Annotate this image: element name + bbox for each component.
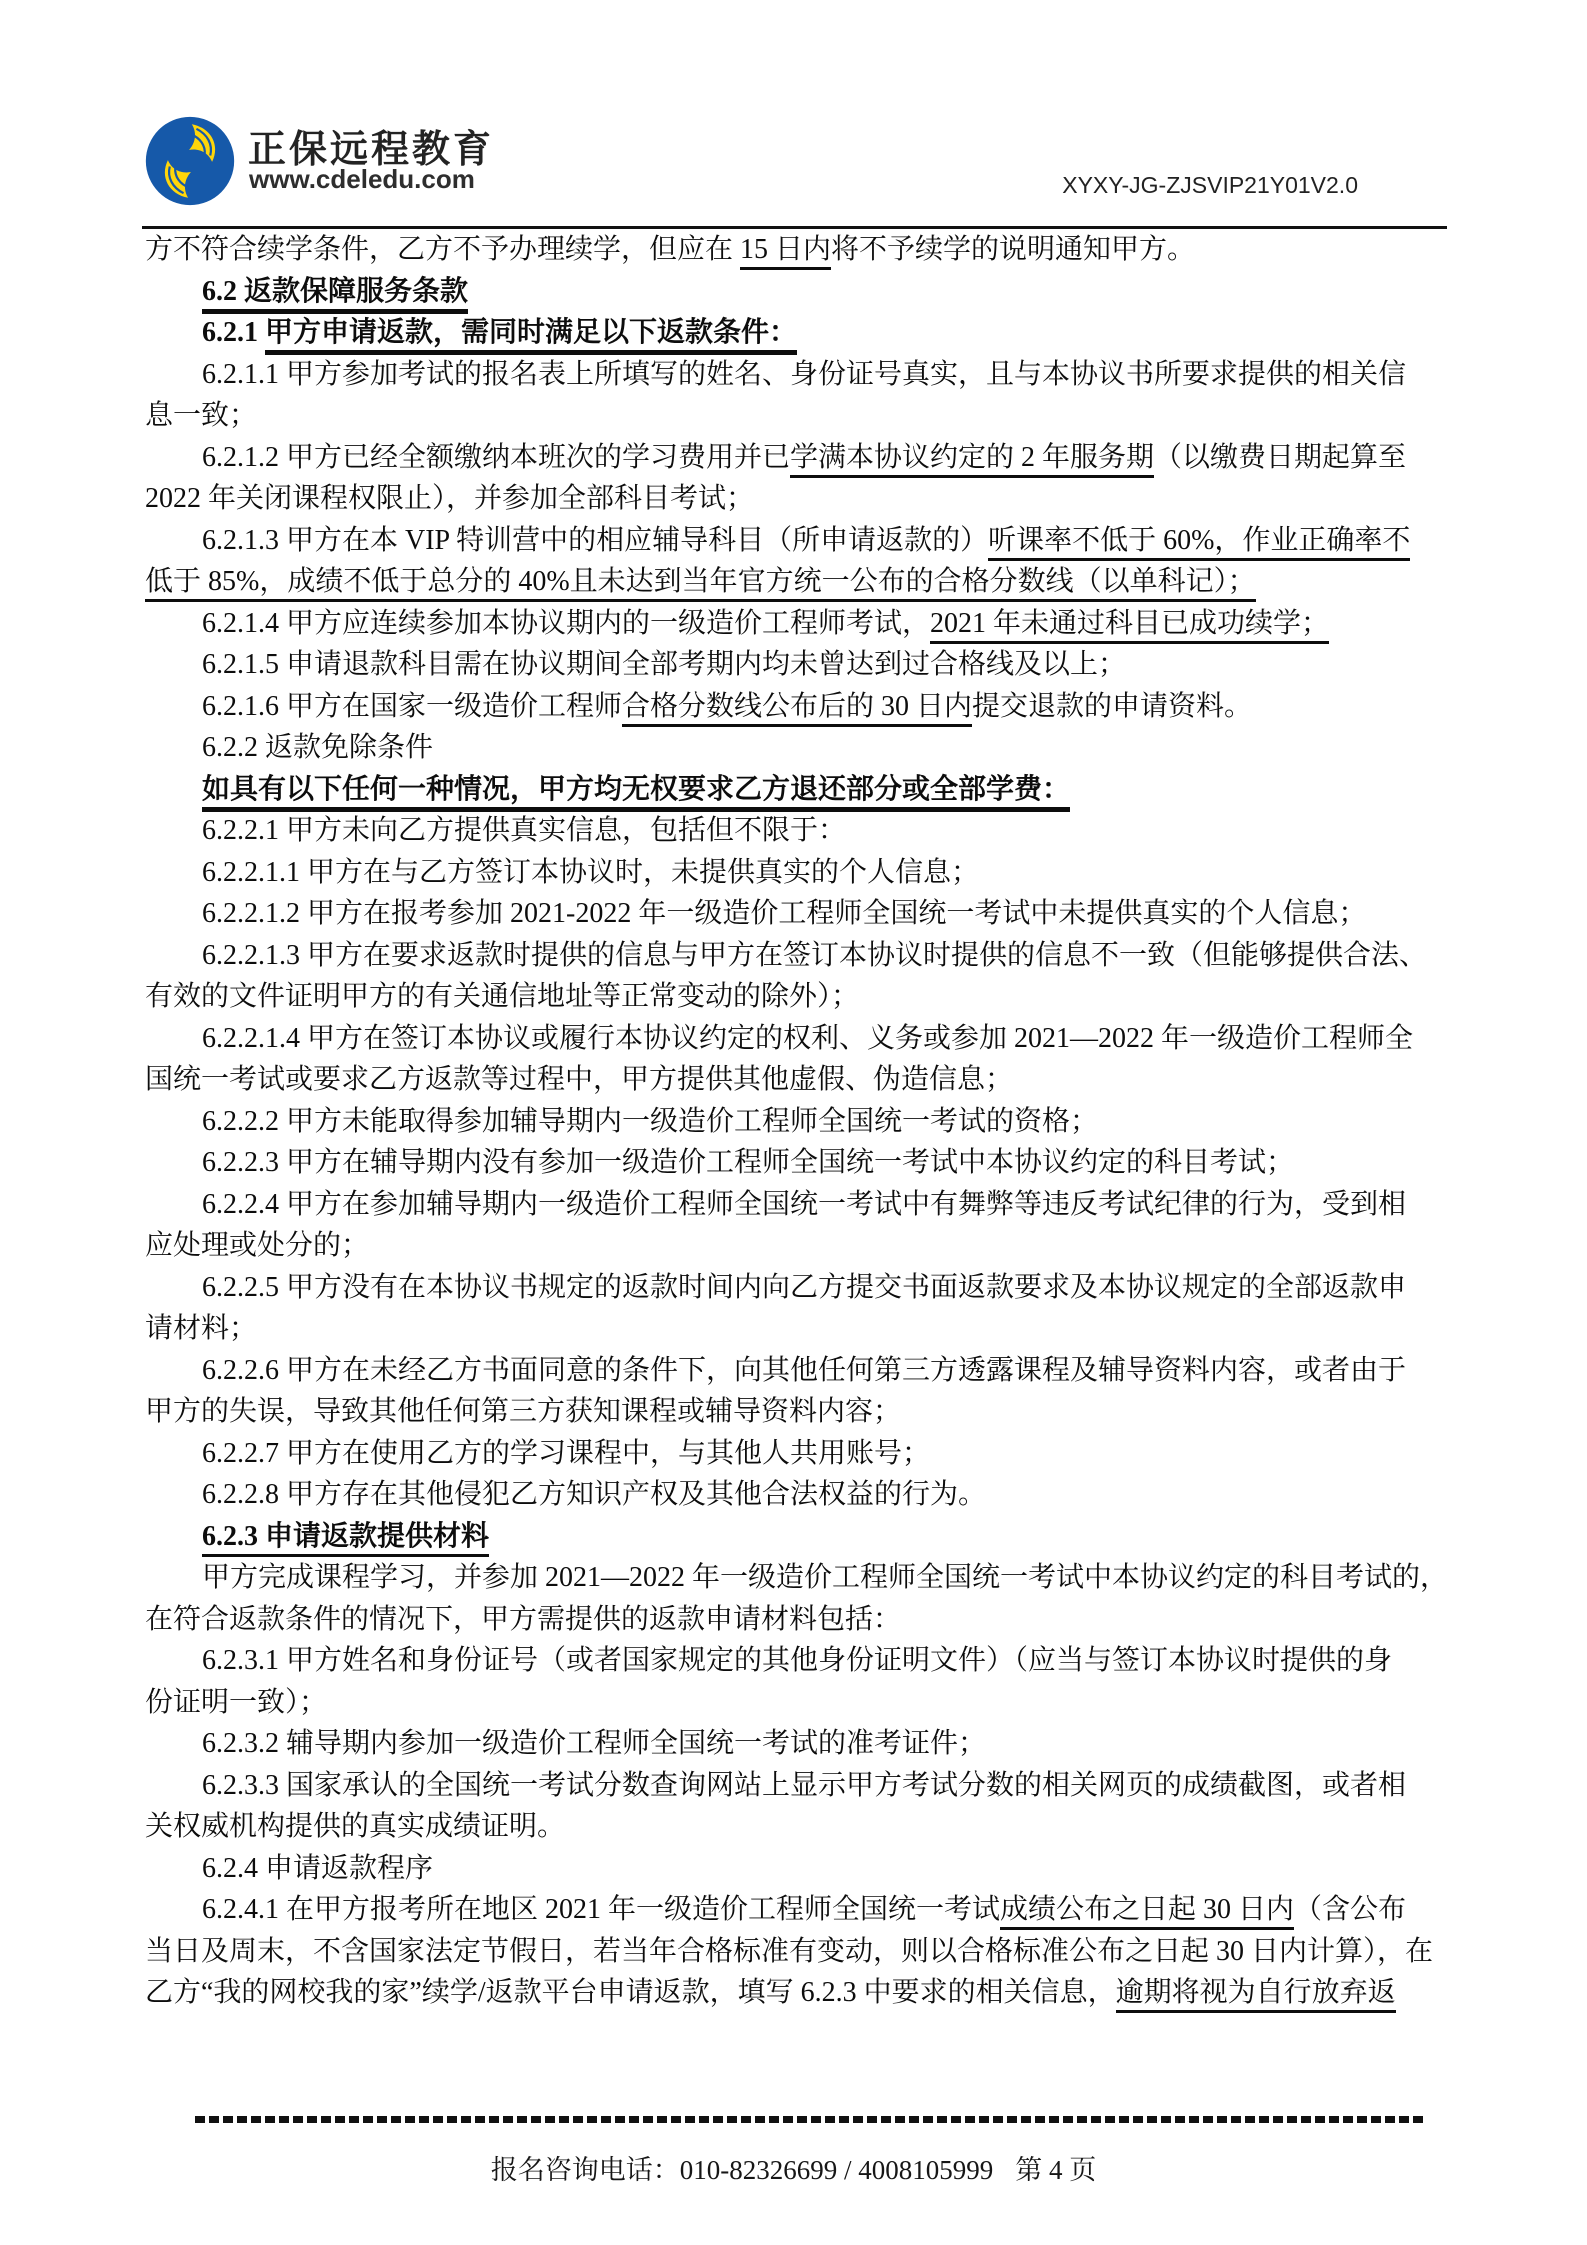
footer-divider — [195, 2116, 1423, 2123]
text-run: 6.2.1.6 甲方在国家一级造价工程师 — [202, 690, 623, 722]
text-run: 6.2.4.1 在甲方报考所在地区 2021 年一级造价工程师全国统一考试 — [202, 1894, 1001, 1925]
text-line — [145, 1474, 1455, 1516]
text-line — [145, 1765, 1455, 1807]
text-line — [145, 1723, 1455, 1765]
text-line — [145, 229, 1455, 271]
text-run: 6.2.1.3 甲方在本 VIP 特训营中的相应辅导科目（所申请返款的） — [202, 524, 989, 556]
text-run: 6.2.1.5 申请退款科目需在协议期间全部考期内均未曾达到过合格线及以上； — [202, 649, 1127, 680]
text-run: 6.2.2.4 甲方在参加辅导期内一级造价工程师全国统一考试中有舞弊等违反考试纪律的行为，受到相 — [202, 1188, 1407, 1220]
text-run: 份证明一致）； — [145, 1686, 328, 1718]
text-line — [145, 1557, 1455, 1599]
page-number: 第 4 页 — [1015, 2155, 1097, 2185]
doc-code: XYXY-JG-ZJSVIP21Y01V2.0 — [1062, 172, 1358, 198]
text-line — [145, 1806, 1455, 1848]
text-line — [145, 1142, 1455, 1184]
text-line — [145, 478, 1455, 520]
text-run: 国统一考试或要求乙方返款等过程中，甲方提供其他虚假、伪造信息； — [145, 1064, 1014, 1095]
text-line — [145, 603, 1455, 645]
text-run: 6.2.2.1.2 甲方在报考参加 2021-2022 年一级造价工程师全国统一考试中未提供真实的个人信息； — [202, 898, 1367, 929]
text-run: 6.2.2.1.3 甲方在要求返款时提供的信息与甲方在签订本协议时提供的信息不一致（但能够提供合法、 — [202, 939, 1428, 971]
text-line — [145, 1225, 1455, 1267]
text-line — [145, 852, 1455, 894]
text-run: 方不符合续学条件，乙方不予办理续学，但应在 — [145, 234, 741, 265]
text-line — [145, 1599, 1455, 1641]
text-line — [145, 686, 1455, 728]
text-line — [145, 1972, 1455, 2014]
underlined-text: 成绩公布之日起 30 日内 — [1000, 1894, 1294, 1930]
text-line — [145, 271, 1455, 313]
text-line — [145, 1391, 1455, 1433]
text-run: 乙方“我的网校我的家”续学/返款平台申请返款，填写 6.2.3 中要求的相关信息， — [145, 1977, 1116, 2008]
text-line — [145, 312, 1455, 354]
brand-name: 正保远程教育 — [248, 129, 495, 171]
brand-logo-icon — [144, 115, 236, 207]
text-run: 关权威机构提供的真实成绩证明。 — [145, 1811, 566, 1842]
text-line — [145, 395, 1455, 437]
text-line — [145, 1848, 1455, 1890]
underlined-text: 如具有以下任何一种情况，甲方均无权要求乙方退还部分或全部学费： — [202, 774, 1070, 812]
underlined-text: 听课率不低于 60%，作业正确率不 — [988, 525, 1410, 561]
text-line — [145, 1101, 1455, 1143]
text-line — [145, 437, 1455, 479]
footer-phone-label: 报名咨询电话： — [490, 2155, 680, 2185]
text-line — [145, 1308, 1455, 1350]
text-run: 2022 年关闭课程权限止），并参加全部科目考试； — [145, 483, 755, 514]
text-line — [145, 1682, 1455, 1724]
text-run: 6.2.2.2 甲方未能取得参加辅导期内一级造价工程师全国统一考试的资格； — [202, 1105, 1099, 1137]
text-line — [145, 810, 1455, 852]
text-run: 6.2.2.5 甲方没有在本协议书规定的返款时间内向乙方提交书面返款要求及本协议规定的全部返款申 — [202, 1271, 1407, 1303]
text-line — [145, 769, 1455, 811]
text-line — [145, 1018, 1455, 1060]
text-run: 6.2.1.1 甲方参加考试的报名表上所填写的姓名、身份证号真实，且与本协议书所要求提供的相关信 — [202, 358, 1407, 390]
text-line — [145, 1889, 1455, 1931]
text-run: 6.2.1.2 甲方已经全额缴纳本班次的学习费用并已 — [202, 441, 791, 473]
text-line — [145, 1931, 1455, 1973]
text-run: 6.2.3.1 甲方姓名和身份证号（或者国家规定的其他身份证明文件）（应当与签订本协议时提供的身 — [202, 1645, 1393, 1676]
text-run: 6.2.1.4 甲方应连续参加本协议期内的一级造价工程师考试， — [202, 607, 931, 639]
text-line — [145, 1516, 1455, 1558]
text-line — [145, 561, 1455, 603]
text-line — [145, 893, 1455, 935]
text-line — [145, 935, 1455, 977]
text-run: （含公布 — [1294, 1894, 1407, 1925]
text-line — [145, 1350, 1455, 1392]
text-run: 息一致； — [145, 400, 258, 431]
text-run: 应处理或处分的； — [145, 1230, 370, 1261]
underlined-text: 学满本协议约定的 2 年服务期 — [790, 442, 1154, 478]
text-run: 有效的文件证明甲方的有关通信地址等正常变动的除外）； — [145, 981, 860, 1012]
text-run: 6.2.2.3 甲方在辅导期内没有参加一级造价工程师全国统一考试中本协议约定的科目考试； — [202, 1147, 1295, 1178]
text-run: （以缴费日期起算至 — [1154, 441, 1407, 473]
text-run: 甲方的失误，导致其他任何第三方获知课程或辅导资料内容； — [145, 1396, 902, 1427]
text-run: 将不予续学的说明通知甲方。 — [831, 234, 1196, 265]
text-line — [145, 520, 1455, 562]
text-run: 6.2.2.1.4 甲方在签订本协议或履行本协议约定的权利、义务或参加 2021—2022 年一级造价工程师全 — [202, 1022, 1414, 1054]
underlined-text: 合格分数线公布后的 30 日内 — [622, 691, 972, 727]
text-run: 6.2.3.2 辅导期内参加一级造价工程师全国统一考试的准考证件； — [202, 1728, 987, 1759]
body-lines — [145, 229, 1455, 2014]
underlined-text: 15 日内 — [740, 234, 831, 270]
text-run: 6.2.2.7 甲方在使用乙方的学习课程中，与其他人共用账号； — [202, 1437, 931, 1469]
text-line — [145, 1184, 1455, 1226]
underlined-text: 6.2 返款保障服务条款 — [202, 276, 468, 314]
text-line — [145, 1267, 1455, 1309]
text-run: 在符合返款条件的情况下，甲方需提供的返款申请材料包括： — [145, 1603, 902, 1635]
underlined-text: 低于 85%，成绩不低于总分的 40%且未达到当年官方统一公布的合格分数线（以单科记）； — [145, 566, 1256, 602]
text-run: 6.2.1 — [202, 317, 265, 348]
footer-phone-numbers: 010-82326699 / 4008105999 — [679, 2155, 994, 2185]
text-line — [145, 1433, 1455, 1475]
text-run: 提交退款的申请资料。 — [972, 690, 1253, 722]
text-run: 6.2.2.1.1 甲方在与乙方签订本协议时，未提供真实的个人信息； — [202, 856, 980, 888]
text-line — [145, 1059, 1455, 1101]
brand-url: www.cdeledu.com — [249, 164, 475, 194]
text-run: 当日及周末，不含国家法定节假日，若当年合格标准有变动，则以合格标准公布之日起 30 日内计算），在 — [145, 1935, 1434, 1967]
text-run: 6.2.4 申请返款程序 — [202, 1852, 434, 1884]
text-line — [145, 354, 1455, 396]
text-run: 甲方完成课程学习，并参加 2021—2022 年一级造价工程师全国统一考试中本协议约定的科目考试的， — [202, 1562, 1449, 1593]
text-run: 6.2.3.3 国家承认的全国统一考试分数查询网站上显示甲方考试分数的相关网页的成绩截图，或者相 — [202, 1769, 1407, 1801]
underlined-text: 2021 年未通过科目已成功续学； — [930, 608, 1329, 644]
text-run: 6.2.2.8 甲方存在其他侵犯乙方知识产权及其他合法权益的行为。 — [202, 1479, 987, 1510]
footer — [0, 2148, 1587, 2187]
underlined-text: 甲方申请返款，需同时满足以下返款条件： — [265, 317, 797, 355]
underlined-text: 逾期将视为自行放弃返 — [1116, 1977, 1396, 2013]
text-run: 6.2.2 返款免除条件 — [202, 732, 434, 763]
text-run: 6.2.2.6 甲方在未经乙方书面同意的条件下，向其他任何第三方透露课程及辅导资料内容，或者由于 — [202, 1354, 1407, 1386]
text-line — [145, 727, 1455, 769]
text-line — [145, 976, 1455, 1018]
text-run: 请材料； — [145, 1313, 258, 1344]
text-run: 6.2.2.1 甲方未向乙方提供真实信息，包括但不限于： — [202, 815, 847, 846]
text-line — [145, 1640, 1455, 1682]
underlined-text: 6.2.3 申请返款提供材料 — [202, 1521, 489, 1557]
text-line — [145, 644, 1455, 686]
